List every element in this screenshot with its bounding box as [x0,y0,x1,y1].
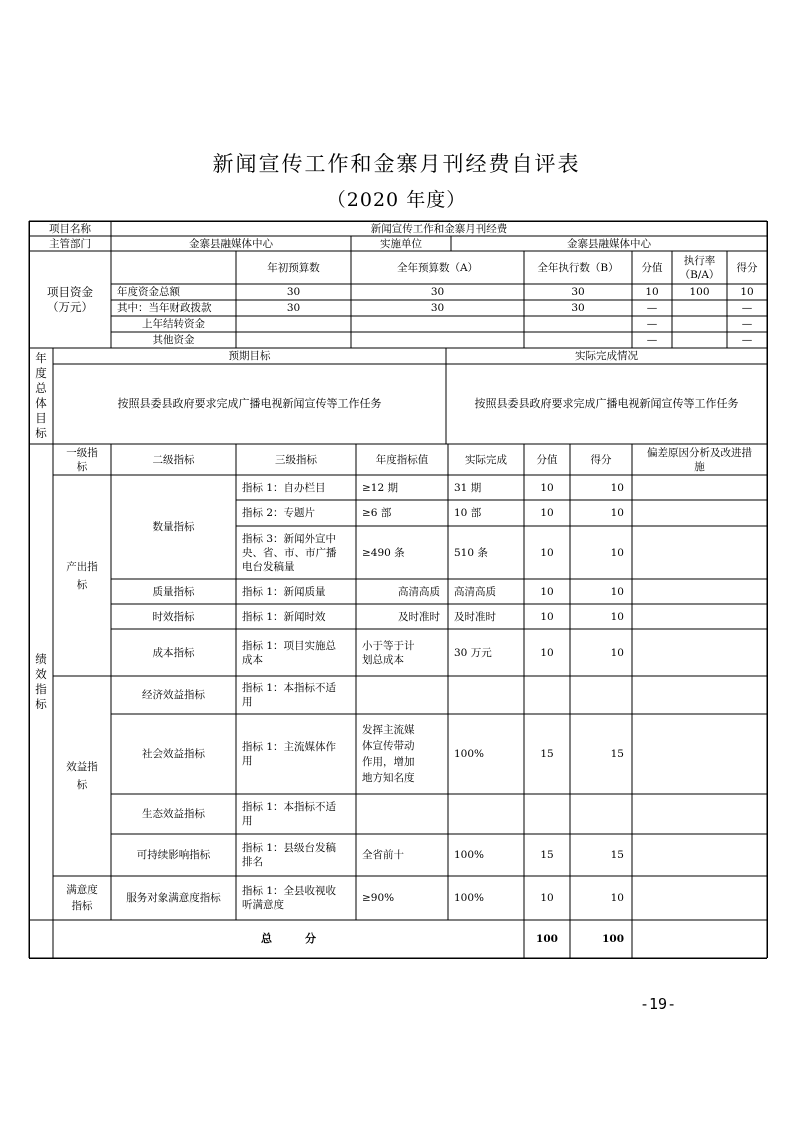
indicator-score: 10 [610,481,624,494]
dept-label: 主管部门 [49,237,91,250]
level2-timeliness: 时效指标 [152,610,195,623]
indicator-level3: 指标 1：县级台发稿 排名 [242,842,337,868]
indicator-target: ≥90% [362,892,395,904]
goals-side-label: 年 度 总 体 目 标 [35,351,47,440]
indicator-score-value: 10 [540,610,554,623]
level2-economic: 经济效益指标 [142,689,205,701]
indicator-actual: 31 期 [454,481,482,494]
total-score: 100 [602,933,624,945]
project-name-value: 新闻宣传工作和金寨月刊经费 [370,222,508,235]
indicator-level3: 指标 1：全县收视收 听满意度 [242,885,337,911]
header-level2: 二级指标 [152,453,195,466]
indicator-score: 10 [610,646,624,659]
indicator-score-value: 10 [540,546,554,559]
funds-row-score: — [741,318,753,330]
indicator-target [356,794,448,834]
goals-expected-header: 预期目标 [228,350,271,362]
indicator-actual [448,676,524,714]
header-score: 得分 [590,453,612,466]
funds-row-score-value: 10 [645,286,659,298]
indicator-actual: 高清高质 [454,585,496,598]
indicator-level3: 指标 1：自办栏目 [242,481,326,494]
header-level3: 三级指标 [275,453,317,466]
indicator-score-value: 10 [540,585,554,598]
funds-row-initial [236,316,351,332]
indicator-target: ≥6 部 [362,507,392,519]
goals-actual-text: 按照县委县政府要求完成广播电视新闻宣传等工作任务 [474,397,739,410]
indicator-target: 小于等于计 划总成本 [362,639,415,666]
indicator-level3: 指标 1：本指标不适 用 [242,801,337,827]
indicator-target: 及时准时 [398,610,440,623]
indicator-score-value [524,676,570,714]
indicator-level3: 指标 1：新闻时效 [242,610,326,623]
level2-sustainable: 可持续影响指标 [136,849,211,861]
indicator-actual: 100% [454,748,485,760]
funds-header-score: 得分 [736,261,758,274]
funds-header-executed: 全年执行数（B） [537,261,619,274]
indicator-target: 高清高质 [398,585,440,598]
indicator-target [356,676,448,714]
header-level1: 一级指 标 [66,446,98,473]
funds-row-executed: 30 [571,286,585,298]
goals-actual-header: 实际完成情况 [575,350,638,362]
indicator-actual: 30 万元 [454,646,492,659]
indicator-score-value: 10 [540,481,554,494]
indicator-level3: 指标 1：主流媒体作 用 [242,741,337,767]
header-score-value: 分值 [536,453,558,466]
funds-row-executed [524,332,632,348]
funds-row-annual: 30 [430,302,445,314]
funds-row-initial [236,332,351,348]
funds-row-score-value: — [646,318,658,330]
funds-row-score-value: — [646,302,658,314]
indicator-score: 10 [610,507,624,519]
level2-ecological: 生态效益指标 [142,808,205,820]
indicator-target: 全省前十 [362,849,404,861]
impl-label: 实施单位 [380,237,422,250]
indicator-score: 10 [610,546,624,559]
indicator-score-value: 10 [540,892,554,904]
indicator-score: 15 [610,748,624,760]
indicator-actual [448,794,524,834]
header-actual: 实际完成 [465,453,507,466]
funds-row-name: 上年结转资金 [142,318,205,330]
indicator-score [570,794,632,834]
level2-service-satisfaction: 服务对象满意度指标 [126,892,221,904]
page-subtitle: （2020 年度） [326,189,467,211]
funds-row-rate [672,316,727,332]
group-benefit: 效益指 标 [66,761,98,791]
impl-value: 金寨县融媒体中心 [567,237,651,250]
indicator-actual: 100% [454,892,485,904]
funds-row-rate [672,332,727,348]
page-title: 新闻宣传工作和金寨月刊经费自评表 [212,152,581,176]
indicator-score-value: 15 [540,748,554,760]
indicator-level3: 指标 2：专题片 [242,507,316,519]
funds-row-executed: 30 [571,302,585,314]
indicator-score: 10 [610,892,624,904]
indicator-level3: 指标 1：项目实施总 成本 [242,639,337,666]
level2-cost: 成本指标 [152,646,195,659]
funds-row-initial: 30 [286,286,301,298]
goals-expected-text: 按照县委县政府要求完成广播电视新闻宣传等工作任务 [117,397,382,410]
header-reason: 偏差原因分析及改进措 施 [647,446,752,473]
indicator-score: 15 [610,849,624,861]
level2-social: 社会效益指标 [142,748,205,760]
indicator-actual: 及时准时 [454,610,496,623]
funds-row-rate: 100 [689,286,710,298]
indicator-actual: 510 条 [454,546,488,559]
group-output: 产出指 标 [66,560,98,591]
indicator-score: 10 [610,610,624,623]
performance-side-label: 绩 效 指 标 [35,652,47,711]
level2-quantity: 数量指标 [152,521,195,533]
funds-row-score: 10 [740,286,754,298]
indicator-actual: 10 部 [454,507,482,519]
funds-row-name: 其他资金 [152,334,195,346]
indicator-level3: 指标 1：新闻质量 [242,585,326,598]
page-number: -19- [640,995,677,1013]
indicator-target: 发挥主流媒 体宣传带动 作用，增加 地方知名度 [362,724,415,784]
indicator-score [570,676,632,714]
header-target: 年度指标值 [375,453,429,466]
funds-header-score-value: 分值 [641,261,663,274]
indicator-actual: 100% [454,849,485,861]
indicator-level3: 指标 1：本指标不适 用 [242,682,337,708]
indicator-level3: 指标 3：新闻外宣中 央、省、市、市广播 电台发稿量 [242,532,337,573]
funds-row-rate [672,300,727,316]
indicator-score: 10 [610,585,624,598]
funds-row-executed [524,316,632,332]
project-name-label: 项目名称 [49,222,91,235]
funds-label: 项目资金 （万元） [47,284,93,314]
indicator-target: ≥490 条 [362,546,405,559]
indicator-score-value: 10 [540,646,554,659]
funds-header-initial: 年初预算数 [267,261,320,274]
level2-quality: 质量指标 [152,585,195,598]
funds-row-score-value: — [646,334,658,346]
funds-row-score: — [741,334,753,346]
dept-value: 金寨县融媒体中心 [189,237,273,250]
funds-row-name: 年度资金总额 [117,286,180,298]
funds-row-annual: 30 [430,286,445,298]
funds-row-score: — [741,302,753,314]
funds-header-annual: 全年预算数（A） [396,261,479,274]
indicator-target: ≥12 期 [362,481,398,494]
funds-row-annual [351,316,524,332]
indicator-score-value: 15 [540,849,554,861]
total-score-value: 100 [536,933,558,945]
funds-row-annual [351,332,524,348]
indicator-score-value [524,794,570,834]
funds-row-name: 其中：当年财政拨款 [117,302,212,314]
funds-header-rate: 执行率 （B/A） [679,254,720,281]
funds-row-initial: 30 [286,302,301,314]
group-satisfaction: 满意度 指标 [66,884,98,912]
total-label: 总 分 [261,932,316,945]
indicator-score-value: 10 [540,507,554,519]
